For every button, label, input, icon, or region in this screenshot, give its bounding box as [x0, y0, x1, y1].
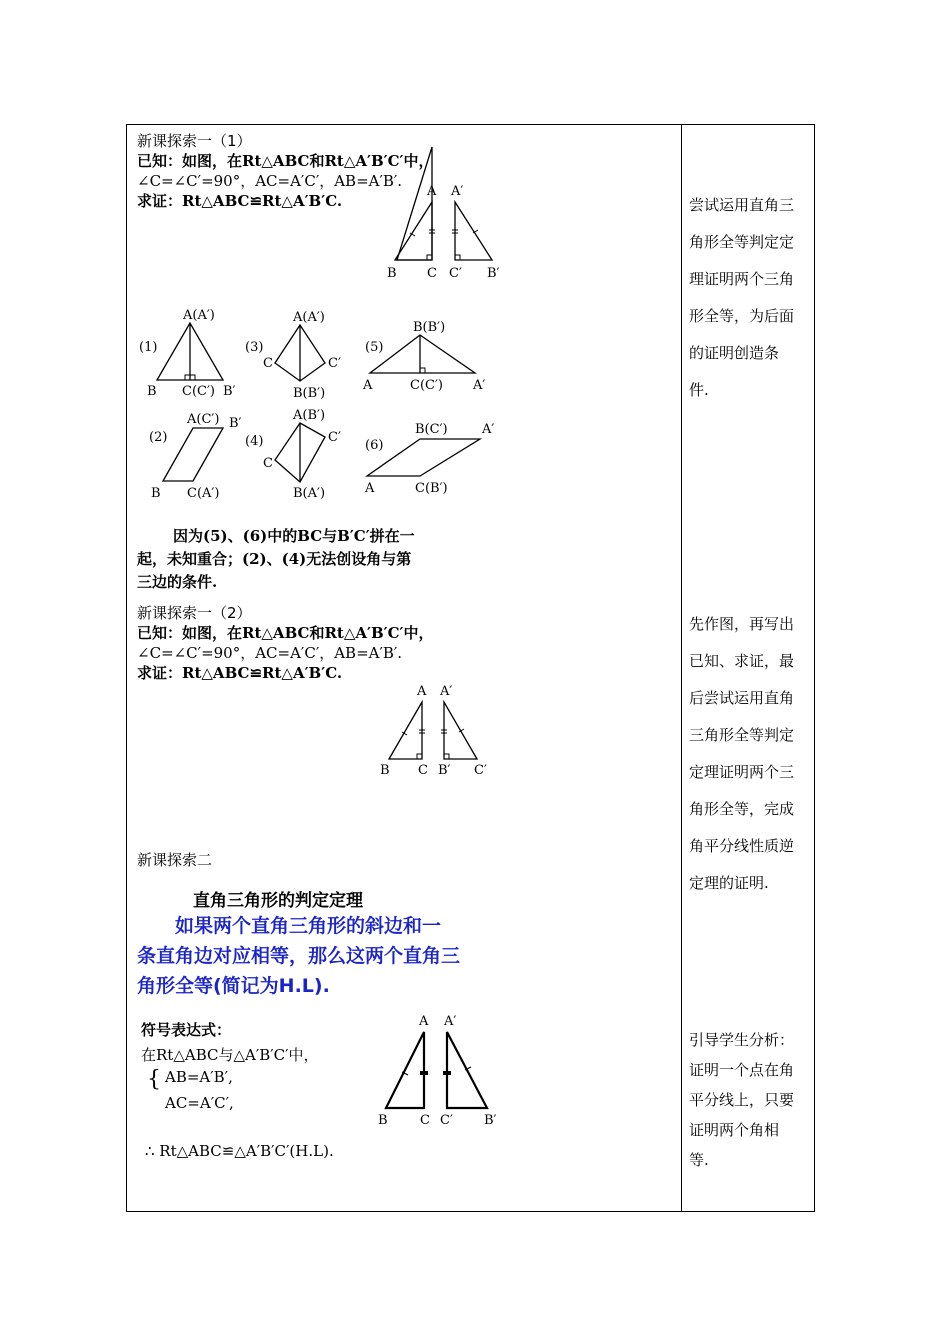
fig2-label-B: B: [380, 763, 390, 778]
case3-num: (3): [245, 340, 264, 355]
fig1-label-C: C: [427, 266, 437, 281]
conditions-text-1: ∠C=∠C′=90°，AC=A′C′，AB=A′B′.: [137, 172, 403, 190]
explain-line-3: 三边的条件.: [137, 573, 218, 591]
prove-text-2: 求证：Rt△ABC≌Rt△A′B′C.: [137, 664, 343, 682]
note-3-line: 证明两个角相: [689, 1121, 780, 1139]
case5-left: A: [363, 378, 373, 393]
fig2-label-C2: C′: [474, 763, 487, 778]
case6-num: (6): [365, 438, 384, 453]
brace-icon: {: [147, 1067, 161, 1092]
note-2-line: 角形全等，完成: [689, 800, 795, 818]
note-2-line: 先作图，再写出: [689, 615, 795, 633]
figure-2-two-triangles: [372, 680, 502, 780]
case1-top: A(A′): [183, 308, 215, 323]
fig2-label-B2: B′: [438, 763, 451, 778]
note-2: [689, 606, 805, 902]
case6-top: B(C′): [415, 422, 448, 437]
explain-line-1: 因为(5)、(6)中的BC与B′C′拼在一: [173, 527, 415, 545]
conditions-text-2: ∠C=∠C′=90°，AC=A′C′，AB=A′B′.: [137, 644, 403, 662]
note-1-line: 尝试运用直角三: [689, 196, 795, 214]
note-2-line: 角平分线性质逆: [689, 837, 795, 855]
note-2-line: 三角形全等判定: [689, 726, 795, 744]
fig1-label-A2: A′: [451, 184, 464, 199]
figure-six-cases: [135, 305, 515, 505]
case1-right: B′: [223, 384, 236, 399]
case1-mid: C(C′): [182, 384, 215, 399]
symbol-given: 在Rt△ABC与△A′B′C′中，: [141, 1046, 319, 1064]
case2-left: B: [151, 486, 161, 501]
symbol-condition-1: AB=A′B′,: [165, 1068, 233, 1086]
case6-left: A: [365, 481, 375, 496]
theorem-title: 直角三角形的判定定理: [193, 891, 363, 911]
note-3-line: 证明一个点在角: [689, 1061, 795, 1079]
case4-bottom: B(A′): [293, 486, 326, 501]
lesson-table: [126, 124, 815, 1212]
case2-right: B′: [229, 416, 242, 431]
given-text-2: 已知：如图，在Rt△ABC和Rt△A′B′C′中，: [137, 624, 434, 642]
fig1-label-B: B: [387, 266, 397, 281]
note-1: [689, 187, 805, 409]
case5-mid: C(C′): [410, 378, 443, 393]
symbol-conclusion: ∴ Rt△ABC≌△A′B′C′(H.L).: [145, 1142, 334, 1160]
case1-left: B: [147, 384, 157, 399]
given-text-1: 已知：如图，在Rt△ABC和Rt△A′B′C′中，: [137, 152, 434, 170]
case4-right: C′: [328, 430, 341, 445]
section-title-2: 新课探索一（2）: [137, 604, 252, 622]
case4-num: (4): [245, 434, 264, 449]
fig2-label-C: C: [418, 763, 428, 778]
fig3-label-C2: C′: [440, 1113, 453, 1128]
fig3-label-A2: A′: [444, 1014, 457, 1029]
case2-num: (2): [149, 430, 168, 445]
note-2-line: 已知、求证，最: [689, 652, 795, 670]
case6-right: A′: [482, 422, 495, 437]
fig3-label-C: C: [420, 1113, 430, 1128]
symbol-title: 符号表达式：: [141, 1021, 232, 1039]
note-2-line: 定理证明两个三: [689, 763, 795, 781]
note-1-line: 件.: [689, 381, 709, 399]
explain-line-2: 起，未知重合；(2)、(4)无法创设角与第: [137, 550, 412, 568]
note-1-line: 角形全等判定定: [689, 233, 795, 251]
case3-left: C: [263, 356, 273, 371]
case1-num: (1): [139, 340, 158, 355]
fig2-label-A: A: [417, 684, 427, 699]
note-1-line: 理证明两个三角: [689, 270, 795, 288]
note-2-line: 定理的证明.: [689, 874, 769, 892]
fig3-label-B: B: [378, 1113, 388, 1128]
fig1-label-B2: B′: [487, 266, 500, 281]
note-3-line: 引导学生分析：: [689, 1031, 795, 1049]
note-3-line: 等.: [689, 1151, 709, 1169]
fig2-label-A2: A′: [440, 684, 453, 699]
case3-bottom: B(B′): [293, 386, 326, 401]
case4-left: C: [263, 456, 273, 471]
figure-3-two-triangles: [372, 1010, 512, 1128]
section-title-1: 新课探索一（1）: [137, 132, 252, 150]
fig3-label-B2: B′: [484, 1113, 497, 1128]
section-title-3: 新课探索二: [137, 851, 213, 869]
note-1-line: 形全等，为后面: [689, 307, 795, 325]
theorem-line-1: 如果两个直角三角形的斜边和一: [175, 915, 442, 937]
column-divider: [681, 125, 682, 1211]
theorem-line-3: 角形全等(简记为H.L).: [137, 975, 330, 997]
case5-right: A′: [473, 378, 486, 393]
case2-bottom: C(A′): [187, 486, 220, 501]
fig1-label-A: A: [427, 184, 437, 199]
case6-bottom: C(B′): [415, 481, 448, 496]
note-3-line: 平分线上，只要: [689, 1091, 795, 1109]
case5-num: (5): [365, 340, 384, 355]
note-3: [689, 1025, 805, 1175]
fig3-label-A: A: [419, 1014, 429, 1029]
note-2-line: 后尝试运用直角: [689, 689, 795, 707]
case5-top: B(B′): [413, 320, 446, 335]
case3-right: C′: [328, 356, 341, 371]
prove-text-1: 求证：Rt△ABC≌Rt△A′B′C.: [137, 192, 343, 210]
note-1-line: 的证明创造条: [689, 344, 780, 362]
case3-top: A(A′): [293, 310, 325, 325]
fig1-label-C2: C′: [449, 266, 462, 281]
case2-top: A(C′): [187, 412, 220, 427]
figure-1-two-triangles: [377, 180, 517, 285]
symbol-condition-2: AC=A′C′,: [165, 1094, 234, 1112]
case4-top: A(B′): [293, 408, 326, 423]
theorem-line-2: 条直角边对应相等，那么这两个直角三: [137, 945, 461, 967]
